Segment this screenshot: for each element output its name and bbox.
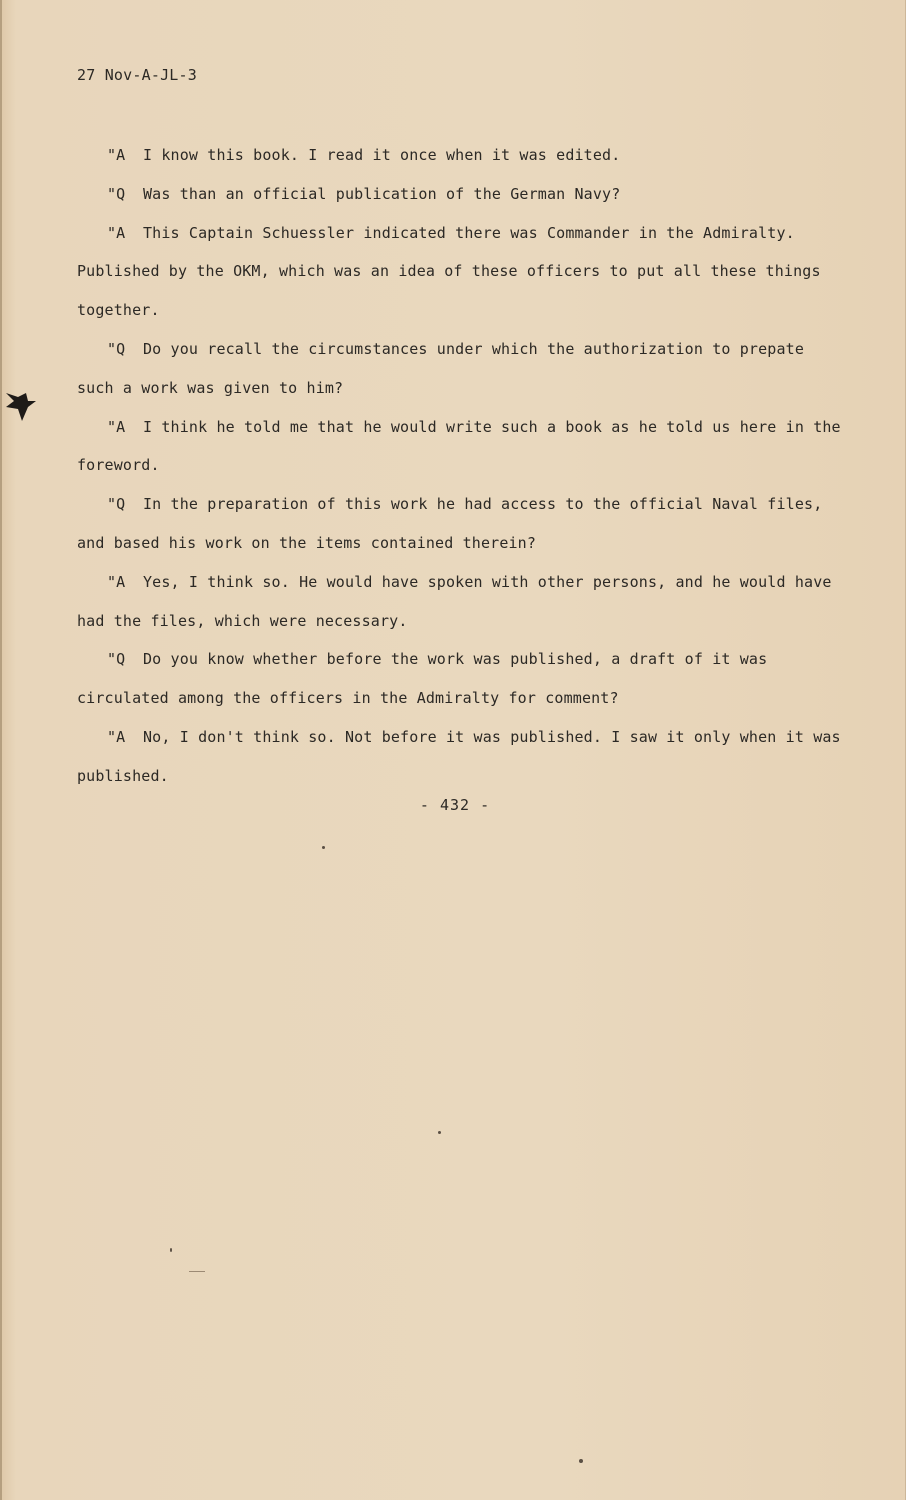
paper-speck	[438, 1131, 441, 1134]
speaker-marker: "Q	[107, 339, 126, 358]
paragraph-text: Do you know whether before the work was published, a draft of it was circulated among the officers in the Admiralty for comment?	[77, 650, 768, 708]
paper-speck	[189, 1271, 205, 1272]
paragraph-text: Yes, I think so. He would have spoken with other persons, and he would have had the files, which were necessary.	[77, 572, 832, 630]
transcript-paragraph	[77, 214, 847, 330]
paragraph-text: No, I don't think so. Not before it was published. I saw it only when it was published.	[77, 727, 841, 785]
paragraph-text: In the preparation of this work he had access to the official Naval files, and based his work on the items contained therein?	[77, 495, 823, 552]
transcript-body	[77, 136, 847, 796]
paragraph-text: I think he told me that he would write such a book as he told us here in the foreword.	[77, 417, 841, 475]
paragraph-text: This Captain Schuessler indicated there was Commander in the Admiralty. Published by the OKM, which was an idea of these officers to put all these things together.	[77, 223, 821, 320]
paragraph-text: I know this book. I read it once when it was edited.	[143, 146, 621, 164]
speaker-marker: "Q	[107, 495, 126, 514]
speaker-marker: "Q	[107, 184, 126, 203]
paper-speck	[322, 846, 325, 849]
speaker-marker: "A	[107, 727, 126, 746]
transcript-paragraph	[77, 330, 847, 408]
speaker-marker: "A	[107, 223, 126, 242]
paragraph-text: Was than an official publication of the German Navy?	[143, 184, 621, 203]
transcript-paragraph	[77, 640, 847, 718]
binding-hole-mark	[4, 387, 38, 421]
page-number: - 432 -	[419, 796, 491, 814]
paragraph-text: Do you recall the circumstances under which the authorization to prepate such a work was given to him?	[77, 339, 805, 397]
transcript-paragraph	[77, 408, 847, 486]
speaker-marker: "Q	[107, 650, 126, 669]
speaker-marker: "A	[107, 417, 126, 436]
transcript-paragraph	[77, 136, 847, 175]
transcript-paragraph	[77, 718, 847, 796]
speaker-marker: "A	[107, 146, 126, 164]
paper-speck	[579, 1459, 583, 1463]
paper-speck	[170, 1248, 172, 1252]
transcript-paragraph	[77, 563, 847, 641]
transcript-paragraph	[77, 485, 847, 563]
speaker-marker: "A	[107, 572, 126, 591]
transcript-paragraph	[77, 175, 847, 214]
document-reference: 27 Nov-A-JL-3	[77, 66, 197, 84]
